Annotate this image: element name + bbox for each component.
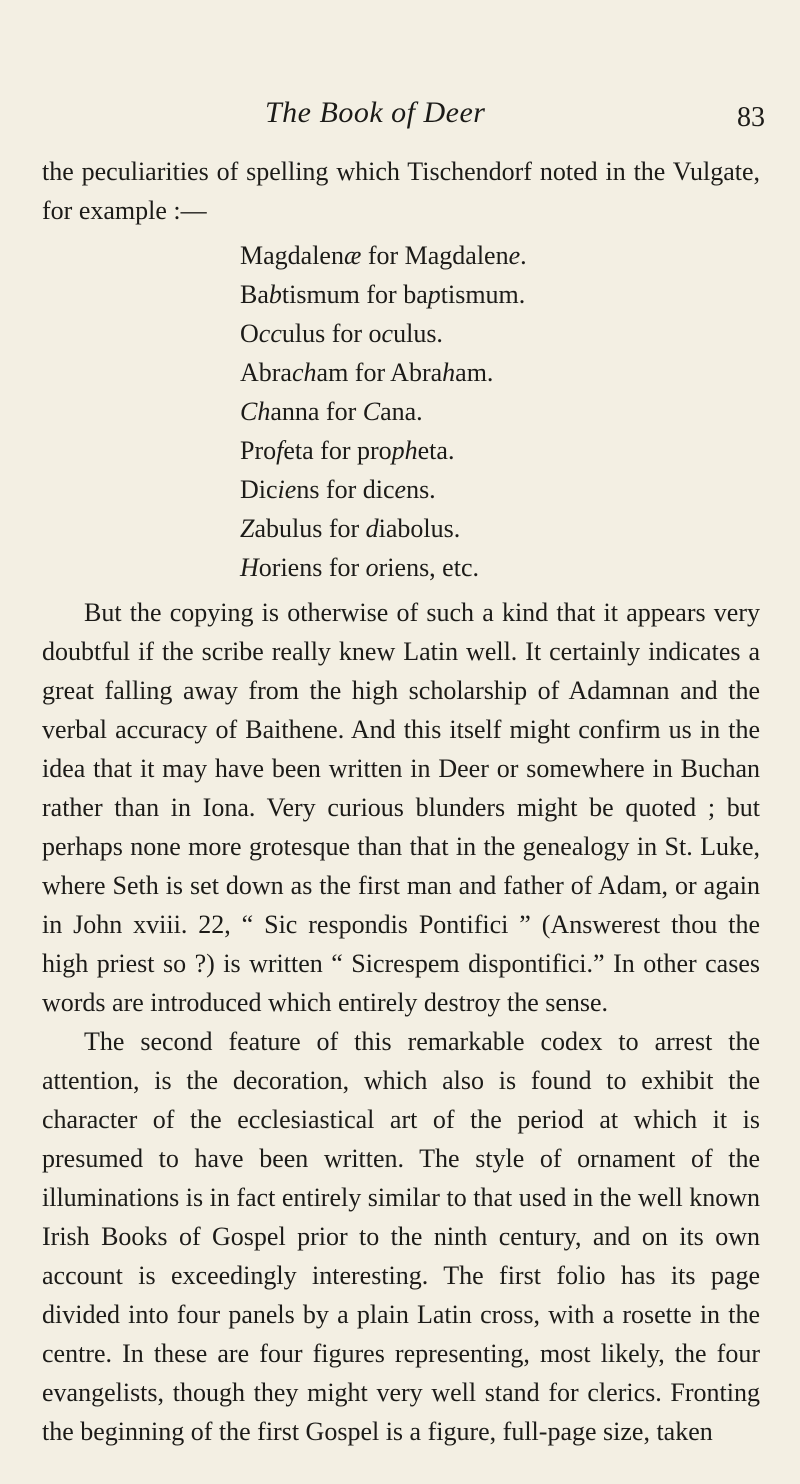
spelling-example — [240, 275, 760, 314]
variant-letters: æ — [343, 241, 362, 270]
variant-letters: cc — [258, 319, 282, 348]
spelling-example — [240, 470, 760, 509]
example-text: Dic — [240, 475, 278, 504]
body-text — [42, 152, 760, 1451]
example-text: eta for pro — [283, 436, 392, 465]
spelling-example — [240, 548, 760, 587]
example-text: am. — [455, 358, 494, 387]
running-title: The Book of Deer — [265, 96, 486, 129]
page-number: 83 — [737, 102, 765, 133]
variant-letters: b — [268, 280, 282, 309]
spelling-example — [240, 353, 760, 392]
spelling-example — [240, 392, 760, 431]
example-text: ns. — [406, 475, 436, 504]
example-text: riens, etc. — [378, 553, 479, 582]
example-text: for Magdalen — [361, 241, 509, 270]
example-text: Magdalen — [240, 241, 344, 270]
example-text: ns for dic — [296, 475, 395, 504]
example-text: abulus for — [254, 514, 366, 543]
spelling-example — [240, 236, 760, 275]
example-text: anna for — [270, 397, 363, 426]
spelling-example — [240, 431, 760, 470]
variant-letters: f — [276, 436, 284, 465]
example-text: ulus. — [393, 319, 443, 348]
variant-letters: C — [362, 397, 381, 426]
example-text: Abra — [240, 358, 292, 387]
variant-letters: Z — [240, 514, 255, 543]
example-text: oriens for — [258, 553, 366, 582]
example-text: Pro — [240, 436, 277, 465]
variant-letters: e — [394, 475, 407, 504]
example-text: am for Abra — [316, 358, 443, 387]
variant-letters: d — [365, 514, 379, 543]
example-text: . — [520, 241, 527, 270]
paragraph-decoration: The second feature of this remarkable codex to arrest the attention, is the decoration, which also is found to exhibit the character of the ecclesiastical art of the period at which it is presumed to have been written. The style of ornament of the illuminations is in fact entirely similar to that used in the well known Irish Books of Gospel prior to the ninth century, and on its own account is exceedingly interesting. The first folio has its page divided into four panels by a plain Latin cross, with a rosette in the centre. In these are four figures representing, most likely, the four evangelists, though they might very well stand for clerics. Fronting the beginning of the first Gospel is a figure, full-page size, taken — [42, 1027, 760, 1446]
intro-paragraph: the peculiarities of spelling which Tischendorf noted in the Vulgate, for example :— — [42, 157, 760, 225]
variant-letters: o — [365, 553, 379, 582]
variant-letters: h — [442, 358, 456, 387]
example-text: ulus for o — [281, 319, 382, 348]
variant-letters: ch — [291, 358, 317, 387]
spelling-examples-list — [42, 236, 760, 587]
paragraph-copying: But the copying is otherwise of such a kind that it appears very doubtful if the scribe really knew Latin well. It certainly indicates a great falling away from the high scholarship of Adamnan and the verbal accuracy of Baithene. And this itself might confirm us in the idea that it may have been written in Deer or somewhere in Buchan rather than in Iona. Very curious blunders might be quoted ; but perhaps none more grotesque than that in the genealogy in St. Luke, where Seth is set down as the first man and father of Adam, or again in John xviii. 22, “ Sic respondis Pontifici ” (Answerest thou the high priest so ?) is written “ Sicrespem dispontifici.” In other cases words are introduced which entirely destroy the sense. — [42, 598, 760, 1017]
example-text: Ba — [240, 280, 269, 309]
variant-letters: ie — [277, 475, 297, 504]
example-text: eta. — [417, 436, 455, 465]
example-text: tismum for ba — [281, 280, 428, 309]
variant-letters: c — [381, 319, 394, 348]
example-text: tismum. — [440, 280, 526, 309]
example-text: O — [240, 319, 259, 348]
spelling-example — [240, 314, 760, 353]
variant-letters: e — [508, 241, 521, 270]
example-text: ana. — [380, 397, 423, 426]
variant-letters: ph — [391, 436, 418, 465]
spelling-example — [240, 509, 760, 548]
variant-letters: p — [427, 280, 441, 309]
example-text: iabolus. — [378, 514, 461, 543]
variant-letters: Ch — [240, 397, 271, 426]
variant-letters: H — [240, 553, 259, 582]
page-header — [0, 96, 800, 136]
